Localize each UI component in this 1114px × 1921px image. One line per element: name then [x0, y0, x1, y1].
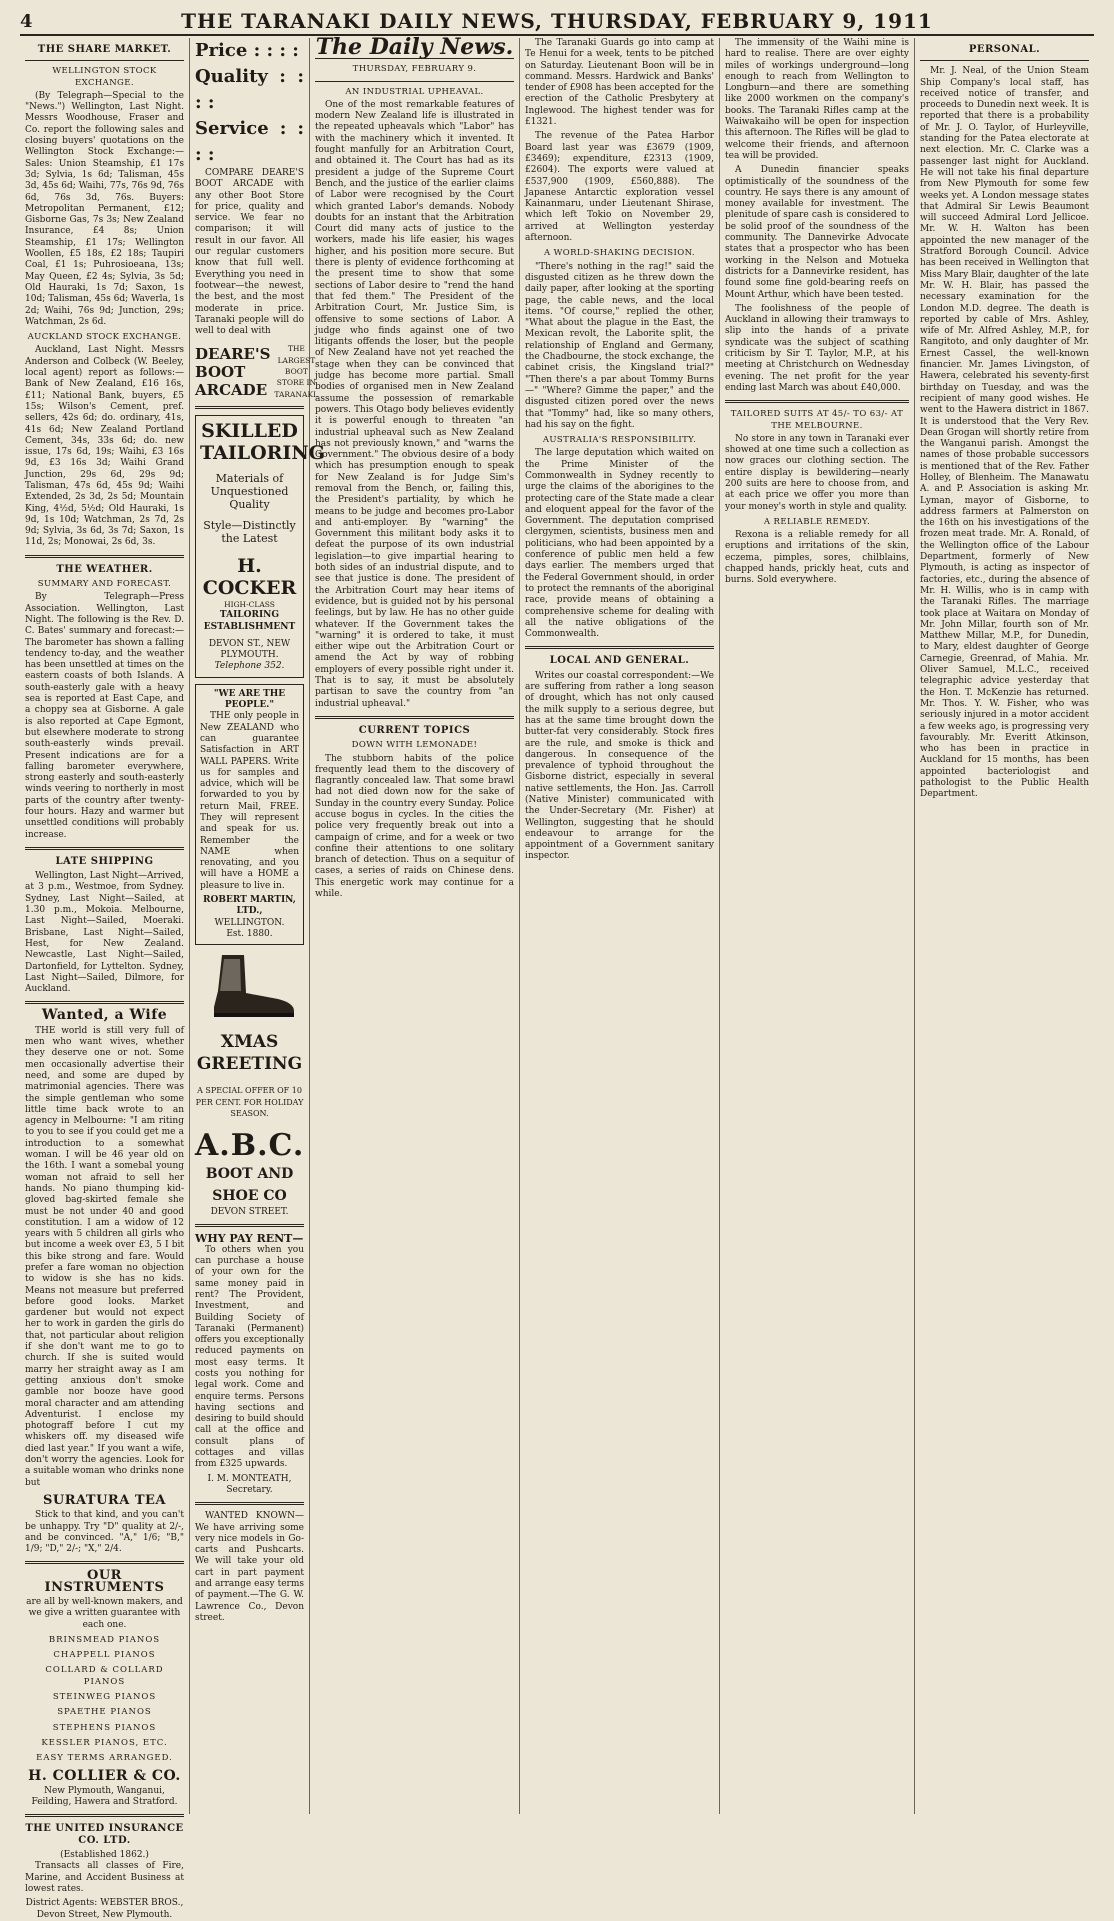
boot-illustration: [200, 951, 300, 1021]
united-insurance-established: (Established 1862.): [60, 1850, 149, 1861]
price-quality-service-ad: [195, 38, 304, 168]
lemonade-subheading: DOWN WITH LEMONADE!: [351, 740, 478, 751]
share-market-heading: THE SHARE MARKET.: [37, 44, 172, 55]
daily-news-masthead: The Daily News.: [315, 34, 514, 60]
deare-side-note: THE LARGEST BOOT STORE IN TARANAKI.: [274, 344, 319, 399]
people-heading: "WE ARE THE PEOPLE.": [213, 688, 286, 711]
colon-row: : : : :: [253, 40, 299, 61]
suratura-tea-heading: SURATURA TEA: [43, 1492, 166, 1508]
xmas-greeting: XMAS GREETING: [196, 1032, 303, 1075]
remedy-text: Rexona is a reliable remedy for all eruptions and irritations of the skin, eczema, pimples, sores, chilblains, chapped hands, prickly heat, cuts and burns. Sold everywhere.: [725, 530, 909, 586]
financier-text: A Dunedin financier speaks optimistically of the soundness of the country. He says there is any amount of money available for investment. The plenitude of spare cash is considered to be solid proof of the soundness of the community. The Dannevirke Advocate states that a prospector who has been working in the Nelson and Motueka districts for a Dannevirke resident, has found some fine gold-bearing reefs on Mount Arthur, which have been tested.: [725, 165, 909, 300]
late-shipping-heading: LATE SHIPPING: [55, 855, 154, 867]
wanted-known-text: WANTED KNOWN—We have arriving some very nice models in Go-carts and Pushcarts. We will take your old cart in part payment and arrange easy terms of payment.—The G. W. Lawrence Co., Devon street.: [195, 1511, 304, 1623]
deare-name: DEARE'S BOOT ARCADE: [195, 344, 271, 399]
instruments-text: are all by well-known makers, and we give a written guarantee with each one.: [26, 1597, 183, 1630]
weather-heading: THE WEATHER.: [56, 563, 153, 575]
martin-name: ROBERT MARTIN, LTD.,: [203, 895, 296, 917]
waihi-text: The immensity of the Waihi mine is hard to realise. There are over eighty miles of workings underground—long enough to reach from Wellington to Longburn—and there are something like 2000 workmen on the company's books. The Taranaki Rifles camp at the Waiwakaiho will be open for inspection this afternoon. The Rifles will be glad to welcome their friends, and afternoon tea will be provided.: [725, 38, 909, 161]
piano-item: STEINWEG PIANOS: [52, 1692, 157, 1703]
weather-subheading: SUMMARY AND FORECAST.: [37, 579, 172, 590]
personal-heading: PERSONAL.: [968, 44, 1041, 55]
people-ad: [195, 684, 304, 946]
special-offer: A SPECIAL OFFER OF 10 PER CENT. FOR HOLIDAY SEASON.: [195, 1086, 304, 1118]
high-class: HIGH-CLASS: [224, 599, 275, 609]
editorial-date: THURSDAY, FEBRUARY 9.: [352, 64, 477, 75]
late-shipping-text: Wellington, Last Night—Arrived, at 3 p.m., Westmoe, from Sydney. Sydney, Last Night—Sailed, at 1.30 p.m., Mokoia. Melbourne, Last Night—Sailed, Moeraki. Brisbane, Last Night—Sailed, Hest, for New Zealand. Newcastle, Last Night—Sailed, Dartonfield, for Lyttelton. Sydney, Last Night—Sailed, Dilmore, for Auckland.: [25, 871, 184, 995]
piano-item: KESSLER PIANOS, ETC.: [41, 1737, 168, 1748]
wellington-exchange-text: (By Telegraph—Special to the "News.") Wellington, Last Night. Messrs Woodhouse, Fraser and Co. report the following sales and closing buyers' quotations on the Wellington Stock Exchange:—Sales: Union Steamship, £1 17s 3d; Sylvia, 1s 6d; Talisman, 45s 3d, 45s 6d; Waihi, 77s, 76s 9d, 76s 6d, 76s 3d, 76s. Buyers: Metropolitan Permanent, £12; Gisborne Gas, 7s 3s; New Zealand Insurance, £4 8s; Union Steamship, £1 17s; Wellington Woollen, £5 18s, £2 18s; Taupiri Coal, £1 1s; Puhrosioeana, 13s; May Queen, £2 4s; Sylvia, 3s 5d; Old Hauraki, 1s 7d; Saxon, 1s 10d; Talisman, 45s 6d; Waverla, 1s 2d; Waihi, 76s 9d; Junction, 29s; Watchman, 2s 6d.: [25, 90, 184, 327]
rent-signature: I. M. MONTEATH, Secretary.: [207, 1473, 292, 1495]
australia-heading: AUSTRALIA'S RESPONSIBILITY.: [542, 435, 697, 446]
easy-terms: EASY TERMS ARRANGED.: [36, 1753, 173, 1764]
remedy-heading: A RELIABLE REMEDY.: [763, 516, 871, 527]
auckland-exchange-heading: AUCKLAND STOCK EXCHANGE.: [27, 332, 182, 343]
auckland-tram-text: The foolishness of the people of Auckland in allowing their tramways to slip into the hands of a private syndicate was the subject of scathing criticism by Sir T. Taylor, M.P., at his meeting at Christchurch on Wednesday evening. The net profit for the year ending last March was about £40,000.: [725, 303, 909, 393]
rent-heading: WHY PAY RENT—: [195, 1232, 304, 1246]
piano-item: COLLARD & COLLARD PIANOS: [45, 1665, 164, 1687]
cocker-telephone: Telephone 352.: [214, 661, 285, 672]
united-insurance-heading: THE UNITED INSURANCE CO. LTD.: [25, 1823, 184, 1846]
district-agents: District Agents: WEBSTER BROS., Devon Street, New Plymouth.: [25, 1898, 184, 1920]
world-shaking-text: "There's nothing in the rag!" said the disgusted citizen as he threw down the daily paper, after looking at the sporting page, the cable news, and the local items. "Of course," replied the other, "What about the plague in the East, the Mexican revolt, the Laborite split, the relationship of England and Germany, the Chadbourne, the stock exchange, the cabinet crisis, the Kingsland trial?" "Then there's a par about Tommy Burns—" "Where? Gimme the paper," and the disgusted citizen pored over the news that "Tommy" had, like so many others, had his say on the fight.: [525, 261, 714, 430]
wanted-wife-text: THE world is still very full of men who want wives, whether they deserve one or not. Some men occasionally advertise their need, and some are duped by matrimonial agencies. There was the simple gentleman who some little time back wrote to an agency in Melbourne: "I am riting to you to see if you could get me a introduction to a somewhat woman. I will be 46 year old on the 16th. I want a somebal young woman not afraid to sell her hands. No piano thumping kid-gloved bag-skirted female she must be not under 40 and good constitution. I am a widow of 12 years with 5 children all girls who but income a week over £3, 5 I bit this bike strong and fare. Would prefer a fare woman no objection to widow is she has no kids. Means not measure but preferred before good looks. Market gardener but would not expect her to work in garden the girls do that, not particular about religion if she don't want me to go to church. If she is suited would marry her straight away as I am getting anxious don't smoke gamble nor booze have good moral character and am attending Adventurist. I enclose my photograff before I cut my whiskers off. my diseased wife died last year." If you want a wife, don't worry the agencies. Look for a suitable woman who drinks none but: [25, 1025, 184, 1488]
upheaval-heading: AN INDUSTRIAL UPHEAVAL.: [345, 86, 484, 97]
page-number: 4: [20, 10, 33, 32]
patea-text: The revenue of the Patea Harbor Board last year was £3679 (1909, £3469); expenditure, £2313 (1909, £2604). The exports were valued at £537,900 (1909, £560,888). The Japanese Antarctic exploration vessel Kainanmaru, under Lieutenant Shirase, which left Tokio on November 29, arrived at Wellington yesterday afternoon.: [525, 131, 714, 244]
style-line: Style—Distinctly the Latest: [203, 518, 296, 545]
column-1: [20, 38, 190, 1920]
collier-name: H. COLLIER & CO.: [28, 1767, 181, 1784]
piano-item: CHAPPELL PIANOS: [53, 1650, 156, 1661]
cocker-address: DEVON ST., NEW PLYMOUTH.: [208, 638, 291, 661]
current-topics-heading: CURRENT TOPICS: [358, 724, 471, 736]
piano-item: SPAETHE PIANOS: [57, 1707, 152, 1718]
price-word: Price: [195, 40, 248, 61]
abc-subtitle: BOOT AND SHOE CO: [205, 1166, 294, 1205]
piano-item: STEPHENS PIANOS: [52, 1722, 157, 1733]
tailoring-ad: [195, 415, 325, 678]
martin-established: Est. 1880.: [226, 928, 273, 939]
piano-item: BRINSMEAD PIANOS: [48, 1634, 161, 1645]
people-text: THE only people in New ZEALAND who can guarantee Satisfaction in ART WALL PAPERS. Write us for samples and advice, which will be forwarded to you by return Mail, FREE. They will represent and speak for us. Remember the NAME when renovating, and you will have a HOME a pleasure to live in.: [200, 711, 299, 891]
local-general-text: Writes our coastal correspondent:—We are suffering from rather a long season of drought, which has not only caused the milk supply to a serious degree, but has at the same time brought down the butter-fat very considerably. Stock fires are the rule, and smoke is thick and dangerous. In consequence of the prevalence of typhoid throughout the Gisborne district, especially in several native settlements, the Hon. Jas. Carroll (Native Minister) communicated with the Under-Secretary (Mr. Fisher) at Wellington, suggesting that he should endeavour to arrange for the appointment of a Government sanitary inspector.: [525, 670, 714, 862]
quality-word: Quality: [195, 66, 268, 87]
skilled-tailoring: SKILLED TAILORING: [200, 419, 325, 464]
page-masthead: [20, 8, 1094, 36]
service-word: Service: [195, 118, 269, 139]
column-4: [520, 38, 720, 1814]
auckland-exchange-text: Auckland, Last Night. Messrs Anderson and Colbeck (W. Beeley, local agent) report as follows:—Bank of New Zealand, £16 16s, £11; National Bank, buyers, £5 15s; Wilson's Cement, pref. sellers, 42s 6d; do. ordinary, 41s, 41s 6d; New Zealand Portland Cement, 34s, 33s 6d; do. new issue, 17s 6d, 19s; Waihi, £3 16s 9d, £3 16s 3d; Waihi Grand Junction, 29s 6d, 29s 9d; Talisman, 47s 6d, 45s 9d; Waihi Extended, 2s 3d, 2s 5d; Mountain King, 4½d, 5½d; Old Hauraki, 1s 9d, 1s 10d; Watchman, 2s 7d, 2s 9d; Sylvia, 3s 6d, 3s 7d; Saxon, 1s 11d, 2s; Monowai, 2s 6d, 3s.: [25, 345, 184, 548]
instruments-heading: OUR INSTRUMENTS: [44, 1568, 165, 1595]
rent-text: To others when you can purchase a house of your own for the same money paid in rent? The Provident, Investment, and Building Society of Taranaki (Permanent) offers you exceptionally reduced payments on most easy terms. It costs you nothing for legal work. Come and enquire terms. Persons having sections and desiring to build should call at the office and consult plans of cottages and villas from £325 upwards.: [195, 1244, 304, 1470]
abc-address: DEVON STREET.: [210, 1207, 289, 1218]
tailoring-establishment: TAILORING ESTABLISHMENT: [203, 610, 296, 632]
wellington-exchange-heading: WELLINGTON STOCK EXCHANGE.: [52, 66, 157, 88]
world-shaking-heading: A WORLD-SHAKING DECISION.: [543, 248, 696, 259]
martin-city: WELLINGTON.: [214, 917, 285, 928]
upheaval-text: One of the most remarkable features of modern New Zealand life is illustrated in the repeated upheavals which "Labor" has with the machinery which it invented. It fought manfully for an Arbitration Court, and obtained it. The Court has had as its president a judge of the Supreme Court Bench, and the justice of the earlier claims of Labor were recognised by the Court which granted Labor's demands. Nobody doubts for an instant that the Arbitration Court did many acts of justice to the workers, made his life easier, his wages higher, and his position more secure. But there is plenty of evidence forthcoming at the present time to show that some sections of Labor desire to "rend the hand that fed them." The President of the Arbitration Court, Mr. Justice Sim, is offensive to some sections of Labor. A judge who finds against one of two litigants offends the loser, but the people of New Zealand have not yet reached the stage when they can be convinced that judge has become more partial. Small bodies of organised men in New Zealand assume the possession of remarkable powers. This Otago body believes evidently it is powerful enough to threaten "an industrial upheaval such as New Zealand has not previously known," and "warns the Government." The obvious desire of a body which has presumption enough to speak for New Zealand is for Judge Sim's removal from the Bench, or, failing this, the President's partiality, by which he means to be judge and becomes pro-Labor and anti-employer. By "warning" the Government this militant body asks it to defeat the purpose of its own industrial legislation—to give impartial hearing to both sides of an industrial dispute, and to see that justice is done. The president of the Arbitration Court may hear items of evidence, but is guided not by his personal feelings, but by law. He has no other guide whatever. If the Government takes the "warning" it is ordered to take, it must either wipe out the Arbitration Court or amend the Act by way of robbing employers of every possible right under it. That is to say, it must be absolutely partisan to save the country from "an industrial upheaval.": [315, 99, 514, 709]
cocker-name: H. COCKER: [202, 554, 297, 599]
collier-address: New Plymouth, Wanganui, Feilding, Hawera and Stratford.: [31, 1785, 178, 1808]
weather-text: By Telegraph—Press Association. Wellington, Last Night. The following is the Rev. D. C. Bates' summary and forecast:—The barometer has shown a falling tendency to-day, and the weather has been unsettled at times on the eastern coasts of both Islands. A south-easterly gale with a heavy sea is reported at East Cape, and a choppy sea at Gisborne. A gale is also reported at Cape Egmont, but elsewhere moderate to strong south-easterly winds prevail. Present indications are for a falling barometer everywhere, strong easterly and south-easterly winds veering to northerly in most parts of the country after twenty-four hours. Hazy and warmer but unsettled conditions will probably increase.: [25, 592, 184, 840]
page-title: THE TARANAKI DAILY NEWS, THURSDAY, FEBRUARY 9, 1911: [181, 9, 933, 33]
current-topics-text: The stubborn habits of the police frequently lead them to the discovery of flagrantly concealed law. That some brawl had not died down now for the sake of Sunday in the country every Sunday. Police accuse bogus in cycles. In the cities the police very frequently break out into a campaign of crime, and for a week or two confine their attentions to one solitary branch of detection. Thus on a sequitur of cases, a series of raids on Chinese dens. This energetic work may continue for a while.: [315, 753, 514, 900]
australia-text: The large deputation which waited on the Prime Minister of the Commonwealth in Sydney recently to urge the claims of the aborigines to the protecting care of the State made a clear and eloquent appeal for the favor of the Government. The deputation comprised clergymen, scientists, business men and politicians, who had been appointed by a conference of public men held a few days earlier. The members urged that the Federal Government should, in order to protect the remnants of the aboriginal race, provide means of obtaining a comprehensive scheme for dealing with all the native obligations of the Commonwealth.: [525, 448, 714, 640]
tailored-suits-text: No store in any town in Taranaki ever showed at one time such a collection as now graces our clothing section. The entire display is bewildering—nearly 200 suits are here to choose from, and at each price we offer you more than your money's worth in style and quality.: [725, 433, 909, 512]
column-2: [190, 38, 325, 1814]
deare-ad-text: COMPARE DEARE'S BOOT ARCADE with any other Boot Store for price, quality and service. We fear no comparison; it will result in our favor. All our regular customers know that full well. Everything you need in footwear—the newest, the best, and the most moderate in price. Taranaki people will do well to deal with: [195, 168, 304, 337]
wanted-wife-heading: Wanted, a Wife: [41, 1007, 168, 1024]
suratura-tea-text: Stick to that kind, and you can't be unhappy. Try "D" quality at 2/-, and be convinced. "A," 1/6; "B," 1/9; "D," 2/-; "X," 2/4.: [25, 1510, 184, 1555]
personal-text: Mr. J. Neal, of the Union Steam Ship Company's local staff, has received notice of transfer, and proceeds to Dunedin next week. It is reported that there is a probability of Mr. J. O. Taylor, of Hurleyville, standing for the Patea electorate at next election. Mr. C. Clarke was a passenger last night for Auckland. He will not take his final departure from New Plymouth for some few weeks yet. A London message states that Admiral Sir Lewis Beaumont will succeed Admiral Lord Jellicoe. Mr. W. H. Walton has been appointed the new manager of the Stratford Borough Council. Advice has been received in Wellington that Miss Mary Blair, daughter of the late Mr. W. H. Blair, has passed the necessary examination for the London M.D. degree. The death is reported by cable of Mrs. Ashley, wife of Mr. Alfred Ashley, M.P., for Rangitoto, and only daughter of Mr. Ernest Cassel, the well-known financier. Mr. James Livingston, of Hawera, celebrated his seventy-first birthday on Tuesday, and was the recipient of many good wishes. He went to the Hawera district in 1867. It is understood that the Very Rev. Dean Grogan will shortly retire from the Wanganui parish. Amongst the names of those probable successors is mentioned that of the Rev. Father Holley, of Blenheim. The Manawatu A. and P. Association is asking Mr. Lyman, mayor of Gisborne, to address farmers at Palmerston on the 16th on his investigations of the frozen meat trade. Mr. A. Ronald, of the Wellington office of the Labour Department, formerly of New Plymouth, is acting as inspector of factories, etc., during the absence of Mr. H. Willis, who is in camp with the Taranaki Rifles. The marriage took place at Waitara on Monday of Mr. John Millar, fourth son of Mr. Matthew Millar, M.P., for Dunedin, to Mary, eldest daughter of George Carnegie, Greenrad, of Mahia. Mr. Oliver Samuel, M.L.C., received telegraphic advice yesterday that the Hon. T. McKenzie has returned. Mr. Thos. Y. W. Fisher, who was seriously injured in a motor accident a few weeks ago, is progressing very favourably. Mr. Everitt Atkinson, who has been in practice in Auckland for 15 months, has been appointed bacteriologist and pathologist to the Public Health Department.: [920, 66, 1089, 800]
column-5: [720, 38, 915, 1814]
united-insurance-text: Transacts all classes of Fire, Marine, and Accident Business at lowest rates.: [25, 1861, 184, 1894]
colon-row: : : : :: [195, 118, 304, 165]
colon-row: : : : :: [195, 66, 304, 113]
tailored-suits-heading: TAILORED SUITS AT 45/- TO 63/- AT THE MELBOURNE.: [730, 409, 904, 431]
column-3: [310, 34, 520, 1814]
abc-logo: A.B.C.: [195, 1128, 305, 1164]
column-6: [915, 38, 1094, 1814]
materials-line: Materials of Unquestioned Quality: [210, 471, 289, 511]
local-general-heading: LOCAL AND GENERAL.: [549, 655, 690, 667]
guards-text: The Taranaki Guards go into camp at Te Henui for a week, tents to be pitched on Saturday. Lieutenant Boon will be in command. Messrs. Hardwick and Banks' tender of £908 has been accepted for the erection of the Catholic Presbytery at Inglewood. The highest tender was for £1321.: [525, 38, 714, 128]
